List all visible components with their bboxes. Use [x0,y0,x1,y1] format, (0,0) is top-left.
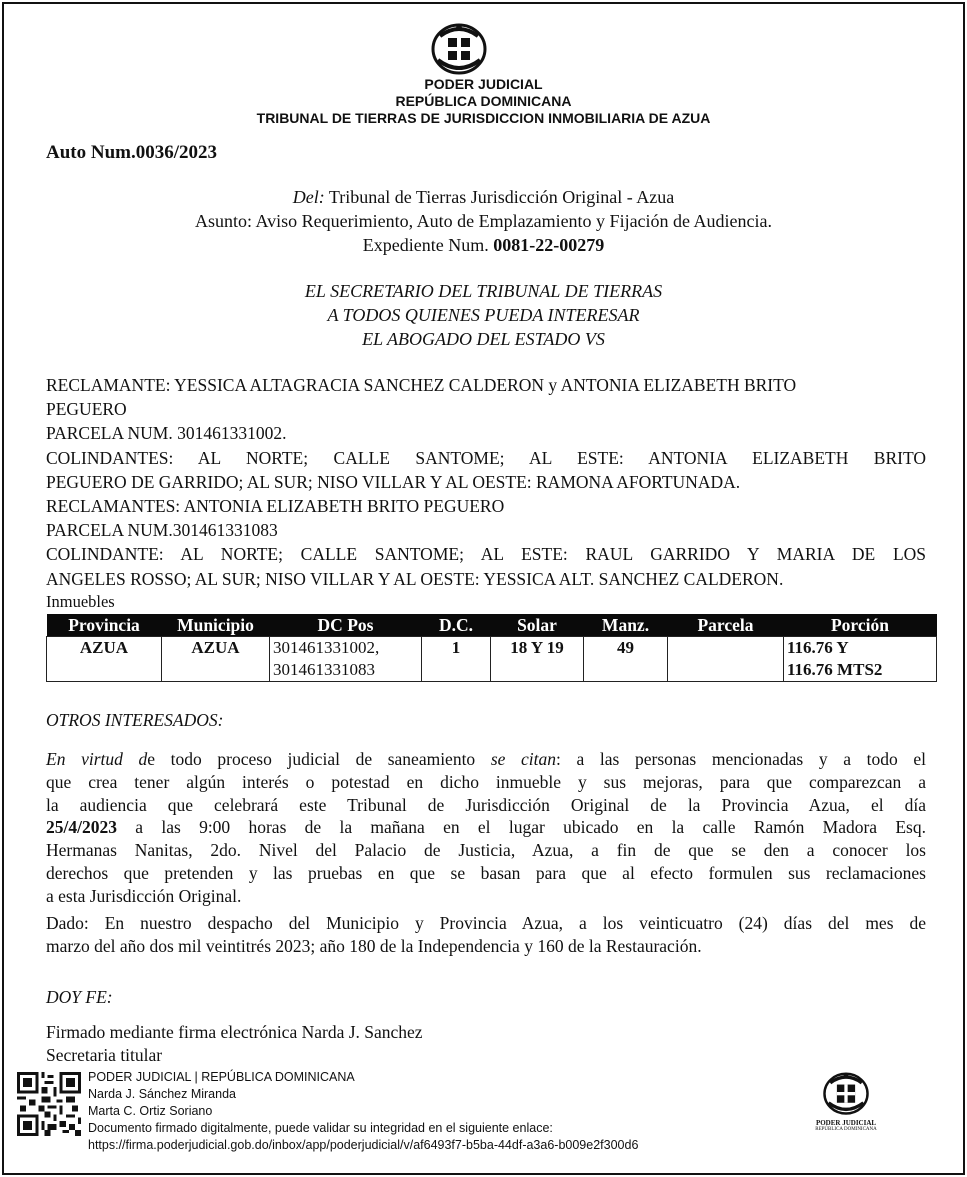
boundaries-1-line-a: COLINDANTES: AL NORTE; CALLE SANTOME; AL ESTE: ANTONIA ELIZABETH BRITO [46,447,926,468]
footer-line-1: PODER JUDICIAL | REPÚBLICA DOMINICANA [88,1070,355,1084]
footer-line-3: Marta C. Ortiz Soriano [88,1104,213,1118]
cell-manz: 49 [584,637,668,682]
col-provincia: Provincia [47,614,162,637]
citation-italic-2: se citan [490,749,557,769]
table-row [47,637,937,682]
address-line-2: A TODOS QUIENES PUEDA INTERESAR [327,305,640,325]
col-municipio: Municipio [162,614,270,637]
doy-fe: DOY FE: [46,987,113,1007]
cell-solar: 18 Y 19 [491,637,584,682]
footer-logo-text-2: REPÚBLICA DOMINICANA [815,1127,877,1132]
footer-line-2: Narda J. Sánchez Miranda [88,1087,236,1101]
citation-text-2: : a las personas mencionadas y a todo el [556,749,926,769]
claimant-1-line-a: RECLAMANTE: YESSICA ALTAGRACIA SANCHEZ CALDERON y ANTONIA ELIZABETH BRITO [46,375,797,395]
citation-line-1 [46,748,926,771]
asunto-line: Asunto: Aviso Requerimiento, Auto de Emplazamiento y Fijación de Audiencia. [194,211,773,231]
citation-text-1: e todo proceso judicial de saneamiento [147,749,491,769]
expediente-label: Expediente Num. [362,235,494,255]
footer-logo-text-1: PODER JUDICIAL [815,1119,877,1127]
signature-line-2: Secretaria titular [46,1045,163,1065]
col-dc: D.C. [422,614,491,637]
citation-line-7: a esta Jurisdicción Original. [46,885,242,906]
cell-dc-pos-1: 301461331002, [273,638,380,657]
citation-line-6: derechos que pretenden y las pruebas en que se basan para que al efecto formulen sus reclamaciones [46,862,926,883]
col-manz: Manz. [584,614,668,637]
cell-porcion-2: 116.76 MTS2 [787,660,883,679]
boundaries-2-line-b: ANGELES ROSSO; AL SUR; NISO VILLAR Y AL OESTE: YESSICA ALT. SANCHEZ CALDERON. [46,568,784,589]
del-value: Tribunal de Tierras Jurisdicción Original - Azua [324,187,675,207]
auto-number: Auto Num.0036/2023 [46,142,218,163]
claimant-1-line-b: PEGUERO [46,399,127,420]
boundaries-1-line-b: PEGUERO DE GARRIDO; AL SUR; NISO VILLAR Y AL OESTE: RAMONA AFORTUNADA. [46,471,741,492]
citation-line-2: que crea tener algún interés o potestad en dicho inmueble y sus mejoras, para que comparezcan a [46,771,926,792]
footer-line-4: Documento firmado digitalmente, puede validar su integridad en el siguiente enlace: [88,1121,553,1135]
inmuebles-label: Inmuebles [46,591,115,611]
parcel-1: PARCELA NUM. 301461331002. [46,423,287,444]
otros-interesados: OTROS INTERESADOS: [46,710,224,730]
parcel-2: PARCELA NUM.301461331083 [46,520,278,541]
dado-line-2: marzo del año dos mil veintitrés 2023; año 180 de la Independencia y 160 de la Restauración. [46,936,702,956]
col-dc-pos: DC Pos [270,614,422,637]
cell-porcion-1: 116.76 Y [787,638,849,657]
cell-provincia: AZUA [47,637,162,682]
dado-line-1: Dado: En nuestro despacho del Municipio y Provincia Azua, a los veinticuatro (24) días del mes de [46,913,926,933]
address-line-1: EL SECRETARIO DEL TRIBUNAL DE TIERRAS [304,281,663,301]
property-table [46,614,937,682]
citation-text-4: a las 9:00 horas de la mañana en el lugar ubicado en la calle Ramón Madora Esq. [116,817,926,838]
claimants-section [46,373,926,613]
citation-line-3: la audiencia que celebrará este Tribunal de Jurisdicción Original de la Provincia Azua, el día [46,794,926,815]
header-line-2: REPÚBLICA DOMINICANA [395,93,572,109]
cell-dc-pos-2: 301461331083 [273,660,375,679]
dado-paragraph [46,912,926,958]
col-porcion: Porción [784,614,937,637]
cell-dc-pos [270,637,422,682]
cell-municipio: AZUA [162,637,270,682]
qr-code-icon [17,1072,81,1136]
expediente-line [0,235,967,256]
col-solar: Solar [491,614,584,637]
citation-italic-1: En virtud d [46,749,148,769]
cell-dc: 1 [422,637,491,682]
signature-block [46,1021,926,1067]
del-label: Del: [292,187,325,207]
citation-line-5: Hermanas Nanitas, 2do. Nivel del Palacio de Justicia, Azua, a fin de que se den a conocer los [46,840,926,861]
header-line-1: PODER JUDICIAL [424,76,543,92]
footer-coat-of-arms-icon [822,1068,870,1116]
expediente-number: 0081-22-00279 [493,235,605,255]
coat-of-arms-icon [430,18,488,76]
validation-link[interactable]: https://firma.poderjudicial.gob.do/inbox/app/poderjudicial/v/af6493f7-b5ba-44df-a3a6-b009e2f300d6 [88,1138,639,1152]
signature-line-1: Firmado mediante firma electrónica Narda J. Sanchez [46,1022,423,1042]
header-line-3: TRIBUNAL DE TIERRAS DE JURISDICCION INMOBILIARIA DE AZUA [256,110,711,126]
citation-paragraph [46,748,926,908]
table-header-row [47,614,937,637]
del-line [0,187,967,208]
cell-parcela [668,637,784,682]
citation-line-4 [46,816,926,839]
cell-porcion [784,637,937,682]
boundaries-2-line-a: COLINDANTE: AL NORTE; CALLE SANTOME; AL ESTE: RAUL GARRIDO Y MARIA DE LOS [46,544,926,565]
hearing-date: 25/4/2023 [46,817,117,838]
claimant-2: RECLAMANTES: ANTONIA ELIZABETH BRITO PEGUERO [46,496,505,517]
col-parcela: Parcela [668,614,784,637]
address-line-3: EL ABOGADO DEL ESTADO VS [362,329,605,349]
